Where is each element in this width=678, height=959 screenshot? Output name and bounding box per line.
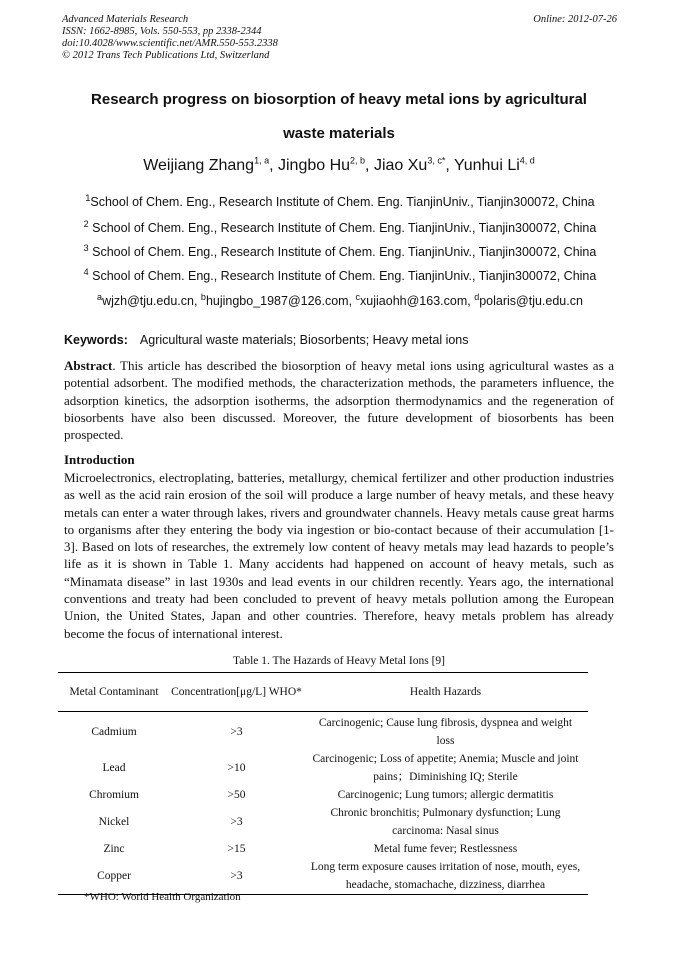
affiliation-superscript: 1	[85, 192, 91, 203]
table-row	[58, 858, 588, 895]
author-emails	[60, 291, 620, 308]
email: xujiaohh@163.com,	[360, 294, 475, 308]
journal-header	[62, 14, 617, 62]
column-header-metal: Metal Contaminant	[69, 685, 159, 698]
metal-cell: Cadmium	[91, 726, 137, 738]
author-separator: ,	[269, 157, 278, 174]
journal-name: Advanced Materials Research	[62, 14, 189, 25]
email-superscript: d	[474, 291, 480, 302]
copyright-line: © 2012 Trans Tech Publications Ltd, Switzerland	[62, 50, 270, 61]
hazard-cell: Metal fume fever; Restlessness	[373, 843, 518, 855]
table-header-row	[58, 673, 588, 712]
affiliation-text: School of Chem. Eng., Research Institute of Chem. Eng. TianjinUniv., Tianjin300072, China	[88, 221, 597, 235]
email-superscript: a	[97, 291, 103, 302]
author-superscript: 1, a	[254, 155, 270, 166]
hazards-table	[58, 672, 588, 895]
author-separator: ,	[365, 157, 374, 174]
column-header-concentration: Concentration[μg/L] WHO*	[171, 685, 302, 698]
metal-cell: Copper	[97, 870, 131, 882]
concentration-cell: >3	[230, 726, 243, 738]
keywords-text: Agricultural waste materials; Biosorbents; Heavy metal ions	[139, 333, 469, 347]
affiliation-text: School of Chem. Eng., Research Institute of Chem. Eng. TianjinUniv., Tianjin300072, China	[88, 245, 597, 259]
introduction-text: Microelectronics, electroplating, batteries, metallurgy, chemical fertilizer and other production industries as well as the acid rain erosion of the soil will produce a large number of heavy metals, and these heavy metals can enter a water through lakes, rivers and groundwater channels. Heavy metals cause great harms to organisms after they entering the body via ingestion or bio-contact because of their accumulation [1-3]. Based on lots of researches, the extremely low content of heavy metals may lead hazards to people’s life as it is shown in Table 1. Many accidents had happened on account of heavy metals, such as “Minamata disease” in last 1930s and lead events in our children recently. Years ago, the international conventions and treaty had been concluded to prevent of heavy metals pollution among the European Union, the United States, Japan and other countries. Therefore, heavy metals problem has already become the focus of international interest.	[64, 470, 614, 641]
hazard-cell: Carcinogenic; Loss of appetite; Anemia; Muscle and joint pains；Diminishing IQ; Sterile	[312, 753, 579, 783]
introduction-heading: Introduction	[64, 452, 135, 467]
table-caption: Table 1. The Hazards of Heavy Metal Ions [9]	[233, 655, 445, 667]
hazard-cell: Carcinogenic; Cause lung fibrosis, dyspnea and weight loss	[318, 717, 573, 747]
email-superscript: c	[355, 291, 361, 302]
affiliation-2	[60, 218, 620, 235]
metal-cell: Chromium	[89, 789, 139, 801]
author-name: Jingbo Hu	[277, 157, 351, 174]
concentration-cell: >10	[227, 762, 246, 774]
issn-line: ISSN: 1662-8985, Vols. 550-553, pp 2338-2344	[62, 26, 262, 37]
abstract-label: Abstract	[64, 358, 113, 373]
affiliation-text: School of Chem. Eng., Research Institute of Chem. Eng. TianjinUniv., Tianjin300072, China	[90, 195, 595, 209]
author-name: Weijiang Zhang	[143, 157, 255, 174]
column-header-hazards: Health Hazards	[409, 685, 482, 698]
hazard-cell: Carcinogenic; Lung tumors; allergic dermatitis	[337, 789, 554, 801]
author-superscript: 2, b	[350, 155, 366, 166]
affiliation-3	[60, 242, 620, 259]
concentration-cell: >15	[227, 843, 246, 855]
author-superscript: 4, d	[519, 155, 535, 166]
concentration-cell: >50	[227, 789, 246, 801]
metal-cell: Zinc	[103, 843, 125, 855]
concentration-cell: >3	[230, 816, 243, 828]
author-list	[0, 157, 678, 175]
metal-cell: Lead	[102, 762, 126, 774]
email-superscript: b	[200, 291, 206, 302]
table-footnote: *WHO: World Health Organization	[84, 891, 241, 903]
author-superscript: 3, c*	[427, 155, 446, 166]
table-row	[58, 840, 588, 858]
hazard-cell: Chronic bronchitis; Pulmonary dysfunction; Lung carcinoma: Nasal sinus	[330, 807, 561, 837]
author-name: Yunhui Li	[453, 157, 520, 174]
abstract-text: . This article has described the biosorption of heavy metal ions using agricultural wastes as a potential adsorbent. The modified methods, the characterization methods, the parameters influence, the adsorption kinetics, the adsorption isotherms, the adsorption thermodynamics and the regeneration of biosorbents have also been discussed. Moreover, the future development of biosorbents has been prospected.	[64, 358, 614, 443]
affiliation-4	[60, 266, 620, 283]
online-date: Online: 2012-07-26	[533, 14, 617, 25]
table-row	[58, 786, 588, 804]
metal-cell: Nickel	[98, 816, 130, 828]
affiliation-superscript: 2	[83, 218, 89, 229]
table-row	[58, 712, 588, 751]
email: wjzh@tju.edu.cn,	[102, 294, 201, 308]
email: hujingbo_1987@126.com,	[205, 294, 356, 308]
affiliation-superscript: 4	[83, 266, 89, 277]
paper-title-line-2: waste materials	[283, 125, 395, 142]
email: polaris@tju.edu.cn	[479, 294, 583, 308]
doi-line: doi:10.4028/www.scientific.net/AMR.550-553.2338	[62, 38, 278, 49]
author-name: Jiao Xu	[373, 157, 428, 174]
affiliation-1	[60, 192, 620, 209]
keywords-label: Keywords:	[64, 333, 128, 347]
concentration-cell: >3	[230, 870, 243, 882]
affiliation-text: School of Chem. Eng., Research Institute of Chem. Eng. TianjinUniv., Tianjin300072, China	[88, 269, 597, 283]
table-row	[58, 750, 588, 786]
affiliation-superscript: 3	[83, 242, 89, 253]
hazard-cell: Long term exposure causes irritation of nose, mouth, eyes, headache, stomachache, dizziness, diarrhea	[310, 861, 581, 891]
abstract	[64, 357, 614, 443]
author-separator: ,	[445, 157, 454, 174]
table-row	[58, 804, 588, 840]
paper-title-line-1: Research progress on biosorption of heavy metal ions by agricultural	[91, 91, 587, 108]
keywords	[64, 333, 469, 347]
